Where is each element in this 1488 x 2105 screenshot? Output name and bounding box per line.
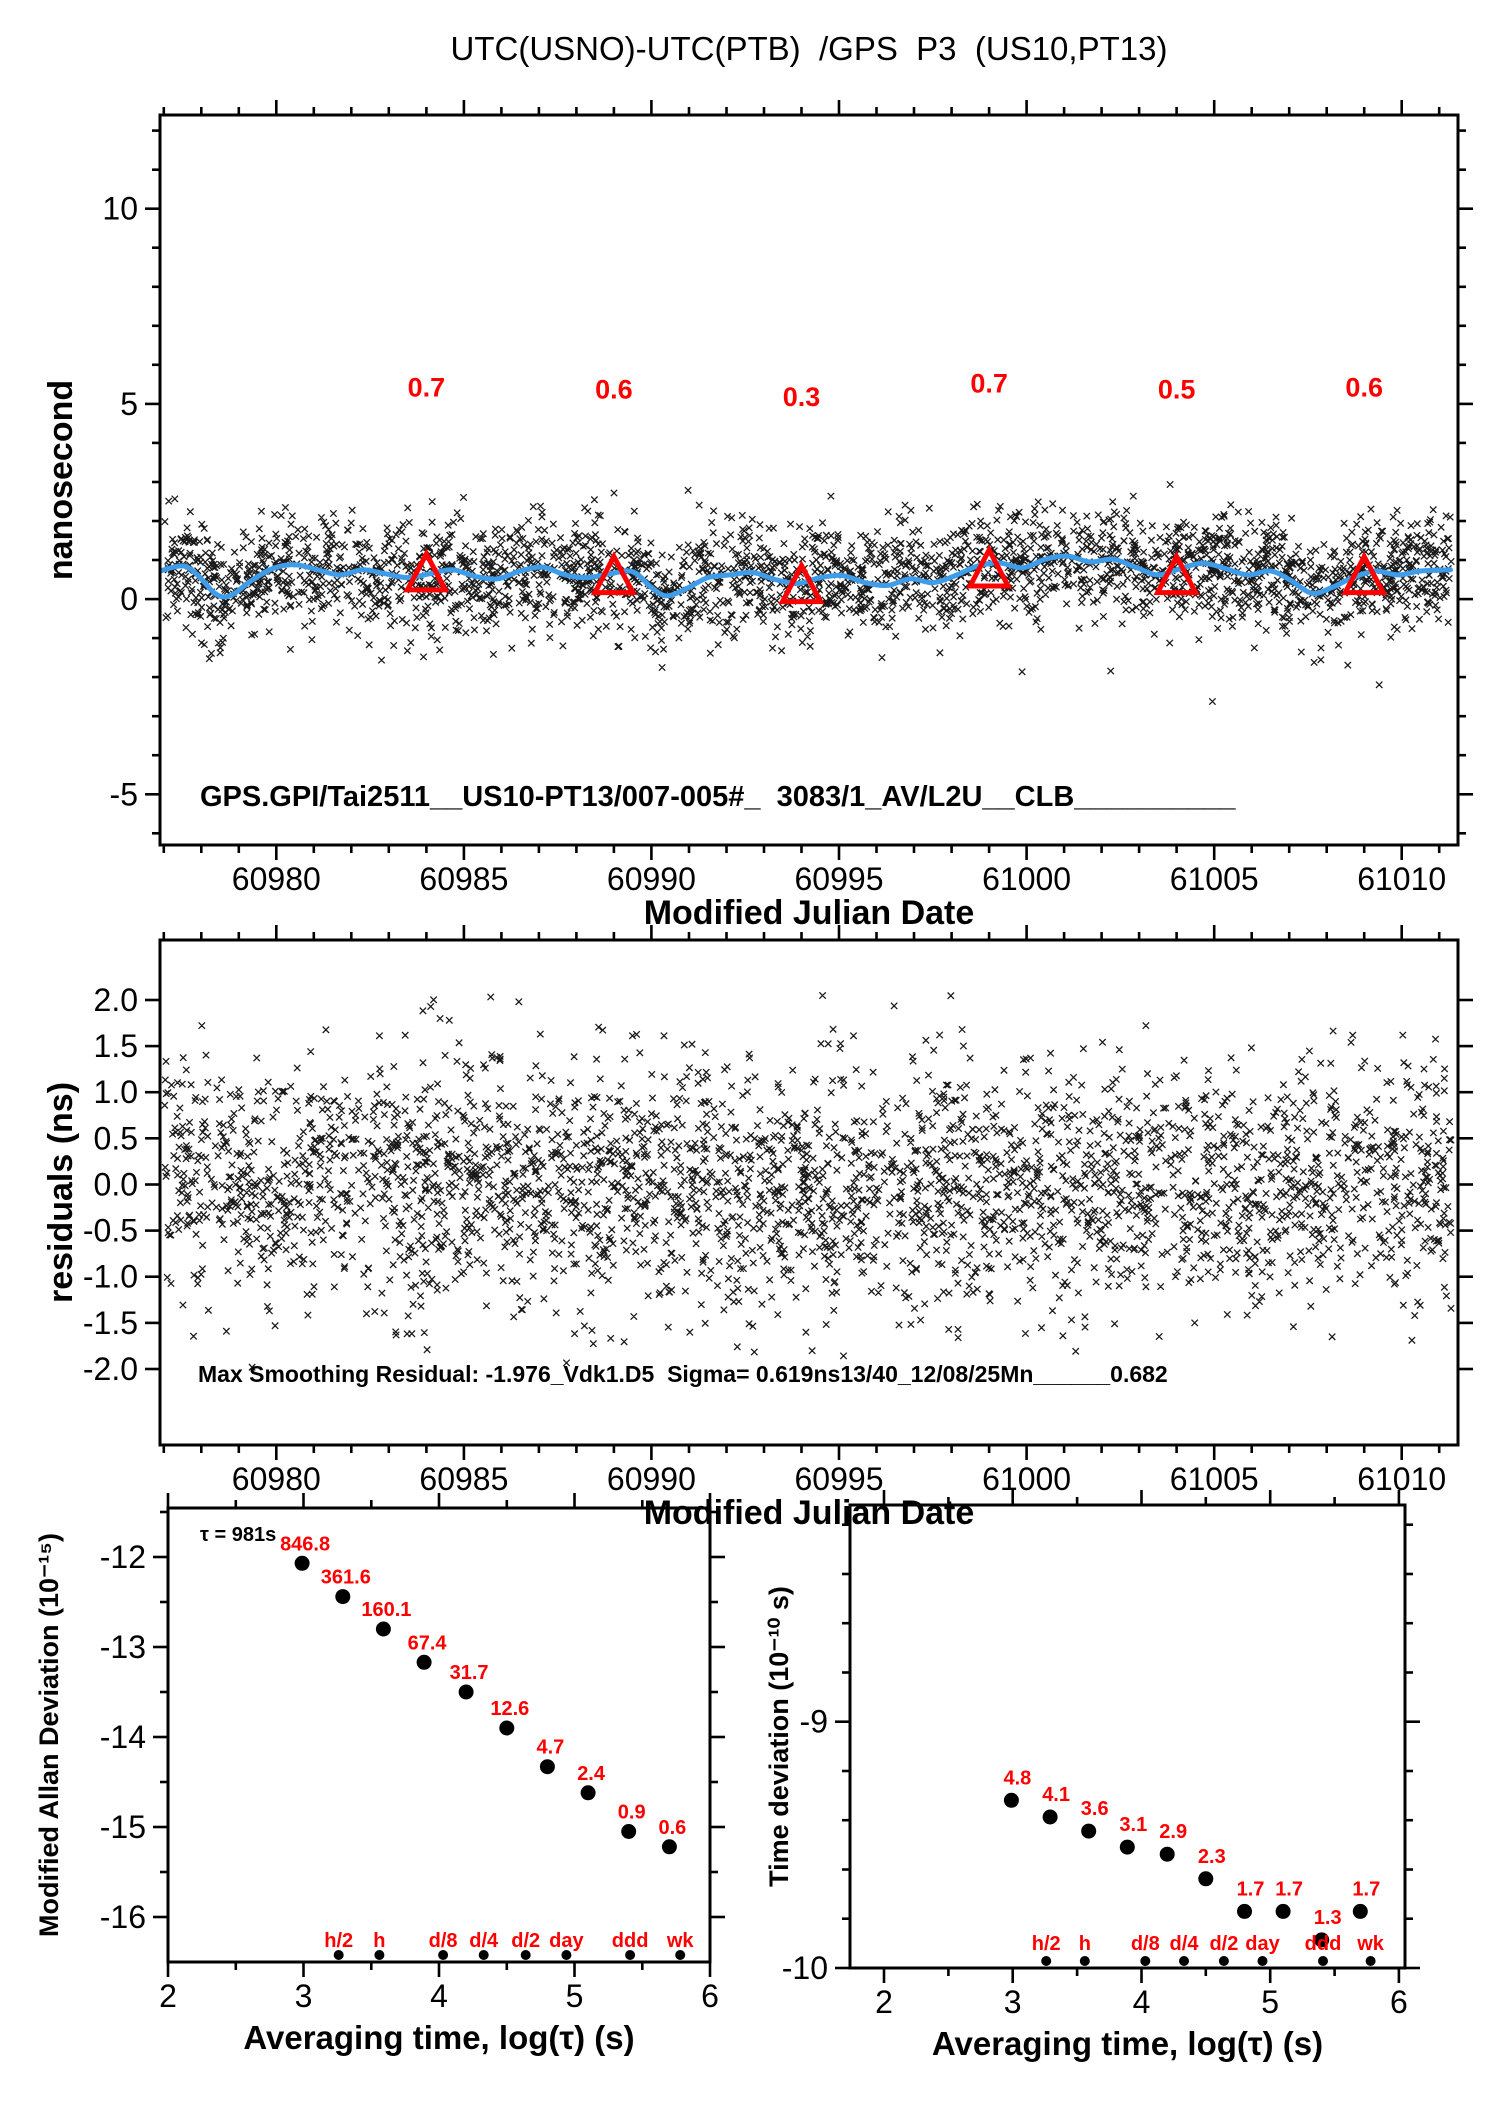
triangle-value-label: 0.6 bbox=[595, 374, 633, 405]
interval-marker-label: wk bbox=[1357, 1933, 1384, 1955]
scatter-points bbox=[162, 992, 1455, 1370]
deviation-point bbox=[1043, 1810, 1058, 1825]
y-tick-label: -2.0 bbox=[82, 1351, 138, 1387]
interval-marker-label: day bbox=[1245, 1933, 1280, 1955]
deviation-point bbox=[581, 1785, 596, 1800]
x-tick-label: 60990 bbox=[606, 1461, 696, 1497]
interval-marker-label: d/8 bbox=[1130, 1933, 1160, 1955]
interval-marker-label: ddd bbox=[611, 1930, 649, 1952]
plot-frame bbox=[168, 1508, 710, 1962]
deviation-point bbox=[540, 1759, 555, 1774]
interval-marker-dot bbox=[1318, 1956, 1328, 1966]
interval-marker-dot bbox=[1366, 1956, 1376, 1966]
deviation-point bbox=[1160, 1847, 1175, 1862]
y-tick-label: 1.5 bbox=[93, 1028, 138, 1065]
triangle-value-label: 0.7 bbox=[970, 368, 1008, 399]
deviation-value-label: 846.8 bbox=[280, 1533, 331, 1556]
interval-marker-label: d/2 bbox=[511, 1930, 541, 1952]
x-tick-label: 60985 bbox=[419, 1461, 509, 1497]
y-axis-title: nanosecond bbox=[42, 379, 80, 581]
x-tick-label: 61010 bbox=[1357, 1461, 1447, 1497]
panel-modified-allan-deviation bbox=[34, 1493, 725, 2056]
deviation-point bbox=[295, 1556, 310, 1571]
deviation-value-label: 160.1 bbox=[361, 1599, 412, 1621]
interval-marker-dot bbox=[1080, 1956, 1090, 1966]
interval-marker-label: h/2 bbox=[324, 1930, 354, 1952]
page-title: UTC(USNO)-UTC(PTB) /GPS P3 (US10,PT13) bbox=[450, 30, 1168, 67]
deviation-point bbox=[335, 1589, 350, 1604]
deviation-value-label: 67.4 bbox=[407, 1632, 447, 1655]
interval-marker-dot bbox=[1219, 1956, 1229, 1966]
y-tick-label: -12 bbox=[99, 1539, 146, 1575]
y-tick-label: -14 bbox=[99, 1719, 146, 1755]
triangle-value-label: 0.3 bbox=[782, 382, 821, 413]
x-tick-label: 60995 bbox=[794, 861, 884, 897]
deviation-value-label: 2.9 bbox=[1159, 1821, 1188, 1844]
scatter-points bbox=[162, 481, 1455, 704]
x-tick-label: 5 bbox=[565, 1978, 584, 2014]
residuals-annotation: Max Smoothing Residual: -1.976_Vdk1.D5 Sigma= 0.619ns13/40_12/08/25Mn______0.682 bbox=[198, 1361, 1168, 1387]
interval-marker-label: h bbox=[1078, 1933, 1091, 1955]
triangle-value-label: 0.5 bbox=[1157, 374, 1196, 405]
interval-marker-label: wk bbox=[666, 1930, 694, 1952]
deviation-value-label: 12.6 bbox=[490, 1698, 530, 1720]
x-tick-label: 6 bbox=[1390, 1984, 1408, 2020]
deviation-value-label: 2.3 bbox=[1197, 1845, 1226, 1868]
x-tick-label: 60990 bbox=[606, 861, 696, 897]
x-tick-label: 61005 bbox=[1169, 1461, 1259, 1497]
deviation-value-label: 2.4 bbox=[577, 1762, 606, 1785]
y-tick-label: 2.0 bbox=[93, 982, 138, 1018]
deviation-point bbox=[1237, 1904, 1252, 1919]
y-tick-label: 10 bbox=[102, 190, 138, 227]
y-axis-title: Modified Allan Deviation (10⁻¹⁵) bbox=[34, 1533, 64, 1937]
x-axis-title: Averaging time, log(τ) (s) bbox=[243, 2019, 635, 2056]
x-tick-label: 61005 bbox=[1169, 861, 1259, 897]
interval-marker-label: d/8 bbox=[428, 1930, 458, 1952]
deviation-point bbox=[459, 1685, 474, 1700]
interval-marker-dot bbox=[1041, 1956, 1051, 1966]
y-axis-title: residuals (ns) bbox=[42, 1081, 80, 1304]
deviation-value-label: 3.6 bbox=[1080, 1798, 1109, 1821]
x-tick-label: 6 bbox=[701, 1978, 719, 2014]
deviation-value-label: 1.3 bbox=[1313, 1906, 1342, 1929]
x-axis-title: Averaging time, log(τ) (s) bbox=[931, 2025, 1324, 2062]
x-tick-label: 61000 bbox=[982, 1461, 1072, 1497]
interval-marker-label: d/4 bbox=[1169, 1933, 1199, 1955]
interval-marker-label: day bbox=[549, 1930, 584, 1952]
deviation-point bbox=[662, 1839, 677, 1854]
y-tick-label: 0.0 bbox=[93, 1166, 138, 1203]
x-tick-label: 2 bbox=[875, 1984, 893, 2020]
x-tick-label: 60980 bbox=[231, 1461, 321, 1497]
y-tick-label: -5 bbox=[109, 776, 138, 813]
interval-marker-dot bbox=[1179, 1956, 1189, 1966]
deviation-point bbox=[376, 1622, 391, 1637]
y-axis-title: Time deviation (10⁻¹⁰ s) bbox=[764, 1586, 794, 1887]
deviation-point bbox=[1198, 1871, 1213, 1886]
deviation-point bbox=[1120, 1840, 1135, 1855]
deviation-value-label: 1.7 bbox=[1275, 1878, 1304, 1901]
x-tick-label: 60985 bbox=[419, 861, 509, 897]
deviation-point bbox=[1276, 1904, 1291, 1919]
y-tick-label: -10 bbox=[781, 1950, 828, 1986]
y-tick-label: -9 bbox=[799, 1703, 828, 1740]
interval-marker-label: ddd bbox=[1304, 1933, 1342, 1955]
interval-marker-dot bbox=[1140, 1956, 1150, 1966]
y-tick-label: -13 bbox=[99, 1629, 146, 1665]
x-tick-label: 61010 bbox=[1357, 861, 1447, 897]
x-tick-label: 61000 bbox=[982, 861, 1072, 897]
tau-annotation: τ = 981s bbox=[200, 1524, 277, 1546]
triangle-value-label: 0.6 bbox=[1345, 372, 1383, 403]
deviation-value-label: 0.9 bbox=[617, 1801, 646, 1824]
deviation-value-label: 0.6 bbox=[658, 1816, 687, 1839]
deviation-point bbox=[621, 1824, 636, 1839]
deviation-value-label: 4.1 bbox=[1042, 1784, 1071, 1806]
deviation-value-label: 4.7 bbox=[536, 1736, 565, 1759]
interval-marker-label: h bbox=[373, 1930, 386, 1952]
plot-frame bbox=[160, 115, 1458, 845]
deviation-point bbox=[1353, 1904, 1368, 1919]
deviation-point bbox=[1081, 1824, 1096, 1839]
x-tick-label: 60980 bbox=[231, 861, 321, 897]
x-tick-label: 2 bbox=[159, 1978, 177, 2014]
deviation-value-label: 1.7 bbox=[1236, 1878, 1265, 1901]
x-tick-label: 3 bbox=[294, 1978, 313, 2014]
triangle-value-label: 0.7 bbox=[407, 372, 446, 403]
deviation-value-label: 31.7 bbox=[449, 1662, 489, 1684]
deviation-value-label: 4.8 bbox=[1003, 1767, 1032, 1790]
x-tick-label: 60995 bbox=[794, 1461, 884, 1497]
plot-frame bbox=[850, 1505, 1405, 1968]
interval-marker-dot bbox=[1258, 1956, 1268, 1966]
deviation-value-label: 1.7 bbox=[1352, 1878, 1381, 1901]
y-tick-label: -15 bbox=[99, 1809, 146, 1845]
y-tick-label: -16 bbox=[99, 1899, 146, 1935]
x-tick-label: 4 bbox=[430, 1978, 448, 2014]
panel-time-deviation bbox=[764, 1490, 1420, 2062]
y-tick-label: 1.0 bbox=[93, 1074, 138, 1111]
deviation-value-label: 361.6 bbox=[320, 1566, 371, 1589]
interval-marker-label: d/2 bbox=[1209, 1933, 1239, 1955]
deviation-point bbox=[417, 1655, 432, 1670]
x-tick-label: 3 bbox=[1003, 1984, 1022, 2020]
y-tick-label: -0.5 bbox=[82, 1212, 138, 1249]
x-axis-title: Modified Julian Date bbox=[643, 894, 975, 932]
deviation-value-label: 3.1 bbox=[1119, 1814, 1148, 1837]
x-tick-label: 4 bbox=[1132, 1984, 1151, 2020]
deviation-point bbox=[499, 1721, 514, 1736]
deviation-point bbox=[1004, 1793, 1019, 1808]
x-axis-title: Modified Julian Date bbox=[643, 1494, 975, 1532]
y-tick-label: 0 bbox=[120, 581, 138, 618]
y-tick-label: -1.5 bbox=[82, 1304, 138, 1341]
panel-residuals bbox=[42, 925, 1473, 1532]
y-tick-label: -1.0 bbox=[82, 1258, 138, 1295]
x-tick-label: 5 bbox=[1261, 1984, 1280, 2020]
interval-marker-label: d/4 bbox=[469, 1930, 499, 1952]
y-tick-label: 5 bbox=[120, 385, 138, 422]
y-tick-label: 0.5 bbox=[93, 1120, 138, 1157]
main-plot-annotation: GPS.GPI/Tai2511__US10-PT13/007-005#_ 3083/1_AV/L2U__CLB__________ bbox=[200, 781, 1236, 813]
interval-marker-label: h/2 bbox=[1031, 1933, 1061, 1955]
